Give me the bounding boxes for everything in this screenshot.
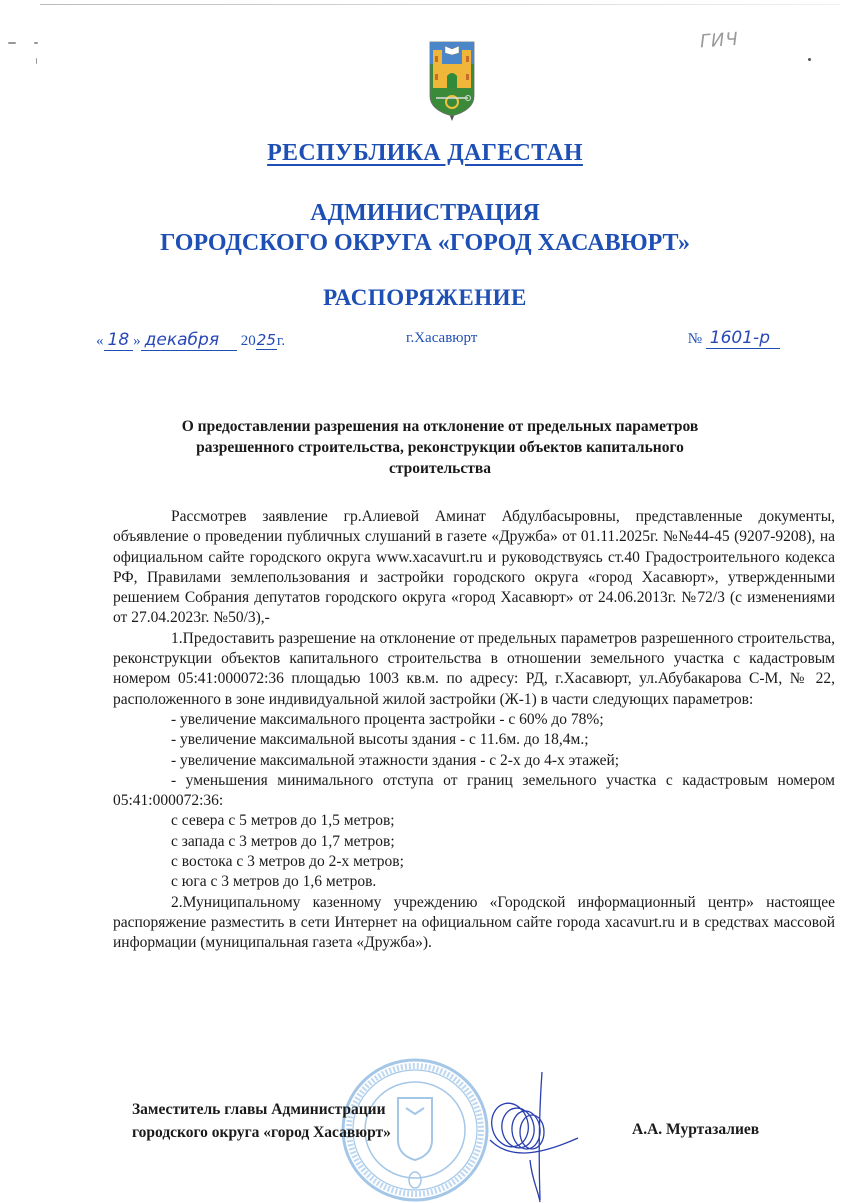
administration-heading [0, 198, 850, 258]
republic-heading-text: РЕСПУБЛИКА ДАГЕСТАН [267, 140, 583, 166]
setback-intro: - уменьшения минимального отступа от границ земельного участка с кадастровым номером 05:41:000072:36: [113, 771, 835, 810]
scan-speck [36, 58, 37, 64]
param-item: - увеличение максимального процента застройки - с 60% до 78%; [171, 710, 604, 728]
scan-dot [808, 58, 811, 61]
signatory-position [132, 1098, 391, 1144]
scan-speck [34, 42, 38, 44]
setback-item: с севера с 5 метров до 1,5 метров; [171, 812, 395, 830]
signatory-position-line-2: городского округа «город Хасавюрт» [132, 1124, 391, 1141]
document-number [688, 328, 780, 349]
signatory-name: А.А. Муртазалиев [632, 1121, 760, 1138]
administration-line-2: ГОРОДСКОГО ОКРУГА «ГОРОД ХАСАВЮРТ» [160, 230, 690, 256]
signatory-position-line-1: Заместитель главы Администрации [132, 1101, 386, 1118]
setback-item: с запада с 3 метров до 1,7 метров; [171, 832, 395, 850]
number-label: № [687, 331, 703, 347]
document-date [96, 330, 285, 351]
document-city: г.Хасавюрт [406, 330, 478, 346]
setback-item: с юга с 3 метров до 1,6 метров. [171, 873, 377, 891]
date-month: декабря [141, 330, 237, 351]
document-title: О предоставлении разрешения на отклонение от предельных параметров разрешенного строительства, реконструкции объектов капитального строительства [181, 418, 699, 477]
handwritten-note: ГИЧ [699, 28, 740, 53]
date-day: 18 [104, 330, 134, 351]
date-close-quote: » [133, 333, 141, 349]
date-row [96, 326, 810, 356]
handwritten-signature [470, 1070, 580, 1203]
setback-item: с востока с 3 метров до 2-х метров; [171, 853, 404, 871]
scan-edge-line [40, 4, 840, 5]
item-1-paragraph: 1.Предоставить разрешение на отклонение от предельных параметров разрешенного строительства, реконструкции объектов капитального строительства в отношении земельного участка с кадастровым номером 05:41:000072:36 площадью 1003 кв.м. по адресу: РД, г.Хасавюрт, ул.Абубакарова С-М, № 22, расположенного в зоне индивидуальной жилой застройки (Ж-1) в части следующих параметров: [113, 629, 835, 708]
date-open-quote: « [96, 333, 104, 349]
coat-of-arms-emblem [428, 40, 476, 122]
number-value: 1601-р [706, 328, 780, 349]
param-item: - увеличение максимальной этажности здания - с 2-х до 4-х этажей; [171, 751, 620, 769]
item-2-paragraph: 2.Муниципальному казенному учреждению «Городской информационный центр» настоящее распоряжение разместить в сети Интернет на официальном сайте города xacavurt.ru и в средствах массовой информации (муниципальная газета «Дружба»). [113, 893, 835, 952]
param-item: - увеличение максимальной высоты здания - с 11.6м. до 18,4м.; [171, 731, 589, 749]
date-year-suffix: 25 [256, 331, 276, 349]
republic-heading [0, 140, 850, 167]
scan-speck [8, 42, 16, 44]
document-type-heading: РАСПОРЯЖЕНИЕ [323, 285, 527, 310]
document-body [113, 507, 835, 954]
date-year-unit: г. [276, 333, 286, 349]
date-year-prefix: 20 [240, 333, 256, 349]
administration-line-1: АДМИНИСТРАЦИЯ [310, 200, 540, 226]
preamble-paragraph: Рассмотрев заявление гр.Алиевой Аминат Абдулбасыровны, представленные документы, объявление о проведении публичных слушаний в газете «Дружба» от 01.11.2025г. №№44-45 (9207-9208), на официальном сайте городского округа www.xacavurt.ru и руководствуясь ст.40 Градостроительного кодекса РФ, Правилами землепользования и застройки городского округа «город Хасавюрт», утвержденными решением Собрания депутатов городского округа «город Хасавюрт» от 24.06.2013г. №72/3 (с изменениями от 27.04.2023г. №50/3),- [113, 508, 835, 627]
